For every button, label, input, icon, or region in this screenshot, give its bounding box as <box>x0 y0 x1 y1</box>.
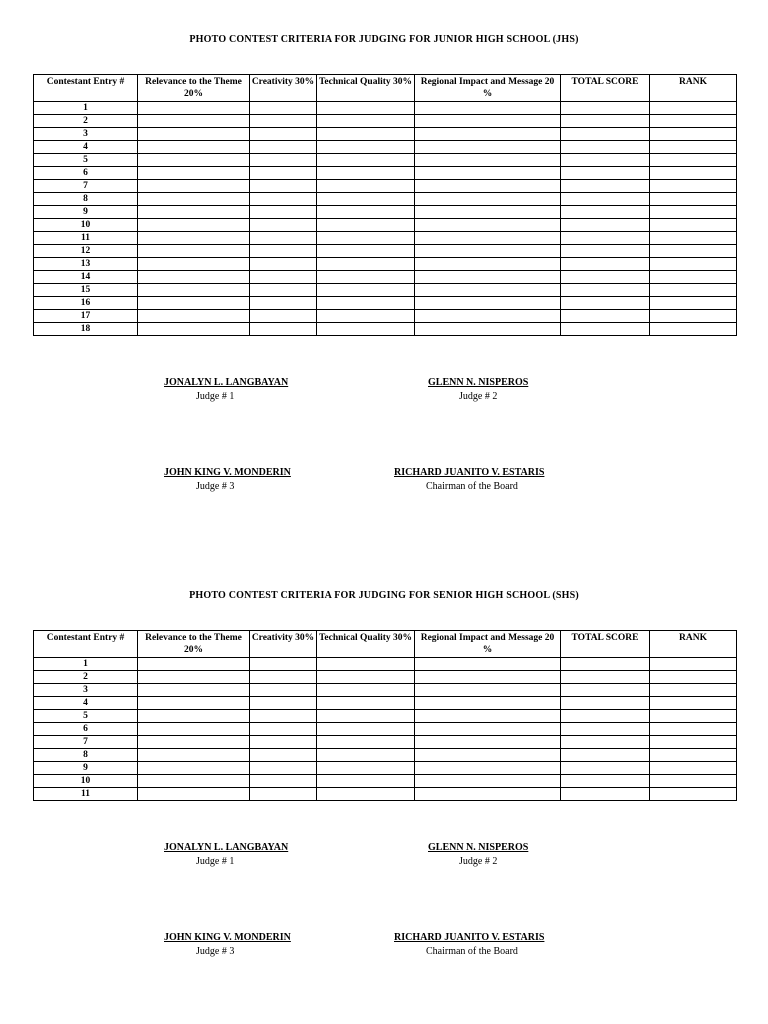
entry-number: 10 <box>34 219 138 232</box>
signatory-role: Judge # 2 <box>459 856 498 867</box>
total-score-cell[interactable] <box>561 310 650 323</box>
regional-impact-cell[interactable] <box>415 232 561 245</box>
header-regional-impact: Regional Impact and Message 20 % <box>415 75 561 102</box>
technical-quality-cell[interactable] <box>317 788 415 801</box>
technical-quality-cell[interactable] <box>317 102 415 115</box>
jhs-criteria-table <box>33 74 737 336</box>
relevance-cell[interactable] <box>138 310 250 323</box>
technical-quality-cell[interactable] <box>317 128 415 141</box>
shs-judge3-signature <box>164 932 291 957</box>
regional-impact-cell[interactable] <box>415 284 561 297</box>
regional-impact-cell[interactable] <box>415 710 561 723</box>
relevance-cell[interactable] <box>138 775 250 788</box>
table-row <box>34 258 737 271</box>
relevance-cell[interactable] <box>138 154 250 167</box>
jhs-judge1-signature <box>164 377 288 402</box>
rank-cell[interactable] <box>650 297 737 310</box>
total-score-cell[interactable] <box>561 258 650 271</box>
total-score-cell[interactable] <box>561 775 650 788</box>
total-score-cell[interactable] <box>561 297 650 310</box>
regional-impact-cell[interactable] <box>415 167 561 180</box>
creativity-cell[interactable] <box>250 723 317 736</box>
regional-impact-cell[interactable] <box>415 141 561 154</box>
regional-impact-cell[interactable] <box>415 310 561 323</box>
total-score-cell[interactable] <box>561 323 650 336</box>
technical-quality-cell[interactable] <box>317 284 415 297</box>
entry-number: 17 <box>34 310 138 323</box>
relevance-cell[interactable] <box>138 723 250 736</box>
header-contestant-entry: Contestant Entry # <box>34 75 138 102</box>
table-row <box>34 284 737 297</box>
relevance-cell[interactable] <box>138 128 250 141</box>
total-score-cell[interactable] <box>561 723 650 736</box>
total-score-cell[interactable] <box>561 219 650 232</box>
shs-criteria-table <box>33 630 737 801</box>
table-row <box>34 684 737 697</box>
rank-cell[interactable] <box>650 697 737 710</box>
rank-cell[interactable] <box>650 762 737 775</box>
header-creativity: Creativity 30% <box>250 75 317 102</box>
table-row <box>34 310 737 323</box>
relevance-cell[interactable] <box>138 323 250 336</box>
entry-number: 12 <box>34 245 138 258</box>
shs-title: PHOTO CONTEST CRITERIA FOR JUDGING FOR SENIOR HIGH SCHOOL (SHS) <box>189 590 579 601</box>
creativity-cell[interactable] <box>250 697 317 710</box>
entry-number: 8 <box>34 749 138 762</box>
technical-quality-cell[interactable] <box>317 232 415 245</box>
table-row <box>34 762 737 775</box>
technical-quality-cell[interactable] <box>317 684 415 697</box>
entry-number: 14 <box>34 271 138 284</box>
creativity-cell[interactable] <box>250 671 317 684</box>
regional-impact-cell[interactable] <box>415 658 561 671</box>
relevance-cell[interactable] <box>138 788 250 801</box>
entry-number: 9 <box>34 762 138 775</box>
entry-number: 1 <box>34 102 138 115</box>
table-row <box>34 141 737 154</box>
entry-number: 5 <box>34 710 138 723</box>
table-row <box>34 697 737 710</box>
technical-quality-cell[interactable] <box>317 167 415 180</box>
regional-impact-cell[interactable] <box>415 154 561 167</box>
regional-impact-cell[interactable] <box>415 115 561 128</box>
entry-number: 4 <box>34 697 138 710</box>
header-technical-quality: Technical Quality 30% <box>317 631 415 658</box>
creativity-cell[interactable] <box>250 128 317 141</box>
signatory-role: Judge # 1 <box>196 856 235 867</box>
rank-cell[interactable] <box>650 671 737 684</box>
total-score-cell[interactable] <box>561 697 650 710</box>
technical-quality-cell[interactable] <box>317 115 415 128</box>
regional-impact-cell[interactable] <box>415 762 561 775</box>
table-row <box>34 788 737 801</box>
technical-quality-cell[interactable] <box>317 671 415 684</box>
jhs-header-row <box>34 75 737 102</box>
relevance-cell[interactable] <box>138 219 250 232</box>
rank-cell[interactable] <box>650 710 737 723</box>
entry-number: 10 <box>34 775 138 788</box>
technical-quality-cell[interactable] <box>317 180 415 193</box>
creativity-cell[interactable] <box>250 180 317 193</box>
regional-impact-cell[interactable] <box>415 271 561 284</box>
rank-cell[interactable] <box>650 193 737 206</box>
technical-quality-cell[interactable] <box>317 297 415 310</box>
relevance-cell[interactable] <box>138 167 250 180</box>
creativity-cell[interactable] <box>250 102 317 115</box>
signatory-role: Chairman of the Board <box>426 481 518 492</box>
rank-cell[interactable] <box>650 684 737 697</box>
table-row <box>34 167 737 180</box>
table-row <box>34 723 737 736</box>
regional-impact-cell[interactable] <box>415 245 561 258</box>
relevance-cell[interactable] <box>138 141 250 154</box>
signatory-role: Chairman of the Board <box>426 946 518 957</box>
signatory-role: Judge # 2 <box>459 391 498 402</box>
regional-impact-cell[interactable] <box>415 128 561 141</box>
technical-quality-cell[interactable] <box>317 697 415 710</box>
regional-impact-cell[interactable] <box>415 723 561 736</box>
signatory-name: GLENN N. NISPEROS <box>428 377 529 388</box>
technical-quality-cell[interactable] <box>317 193 415 206</box>
regional-impact-cell[interactable] <box>415 684 561 697</box>
rank-cell[interactable] <box>650 323 737 336</box>
rank-cell[interactable] <box>650 284 737 297</box>
technical-quality-cell[interactable] <box>317 658 415 671</box>
entry-number: 6 <box>34 167 138 180</box>
table-row <box>34 206 737 219</box>
header-regional-impact: Regional Impact and Message 20 % <box>415 631 561 658</box>
creativity-cell[interactable] <box>250 154 317 167</box>
relevance-cell[interactable] <box>138 102 250 115</box>
creativity-cell[interactable] <box>250 115 317 128</box>
relevance-cell[interactable] <box>138 271 250 284</box>
total-score-cell[interactable] <box>561 284 650 297</box>
entry-number: 7 <box>34 180 138 193</box>
rank-cell[interactable] <box>650 115 737 128</box>
relevance-cell[interactable] <box>138 736 250 749</box>
table-row <box>34 193 737 206</box>
creativity-cell[interactable] <box>250 141 317 154</box>
signatory-role: Judge # 1 <box>196 391 235 402</box>
regional-impact-cell[interactable] <box>415 736 561 749</box>
total-score-cell[interactable] <box>561 102 650 115</box>
total-score-cell[interactable] <box>561 180 650 193</box>
signatory-role: Judge # 3 <box>196 946 235 957</box>
creativity-cell[interactable] <box>250 219 317 232</box>
signatory-name: GLENN N. NISPEROS <box>428 842 529 853</box>
relevance-cell[interactable] <box>138 115 250 128</box>
creativity-cell[interactable] <box>250 284 317 297</box>
relevance-cell[interactable] <box>138 762 250 775</box>
entry-number: 11 <box>34 788 138 801</box>
rank-cell[interactable] <box>650 219 737 232</box>
jhs-judge3-signature <box>164 467 291 492</box>
entry-number: 8 <box>34 193 138 206</box>
creativity-cell[interactable] <box>250 762 317 775</box>
table-row <box>34 180 737 193</box>
rank-cell[interactable] <box>650 749 737 762</box>
table-row <box>34 115 737 128</box>
regional-impact-cell[interactable] <box>415 180 561 193</box>
creativity-cell[interactable] <box>250 749 317 762</box>
rank-cell[interactable] <box>650 658 737 671</box>
total-score-cell[interactable] <box>561 710 650 723</box>
regional-impact-cell[interactable] <box>415 749 561 762</box>
entry-number: 13 <box>34 258 138 271</box>
table-row <box>34 154 737 167</box>
table-row <box>34 671 737 684</box>
entry-number: 2 <box>34 671 138 684</box>
creativity-cell[interactable] <box>250 788 317 801</box>
creativity-cell[interactable] <box>250 193 317 206</box>
header-technical-quality: Technical Quality 30% <box>317 75 415 102</box>
entry-number: 4 <box>34 141 138 154</box>
table-row <box>34 128 737 141</box>
regional-impact-cell[interactable] <box>415 788 561 801</box>
signatory-name: JONALYN L. LANGBAYAN <box>164 842 289 853</box>
rank-cell[interactable] <box>650 141 737 154</box>
technical-quality-cell[interactable] <box>317 245 415 258</box>
technical-quality-cell[interactable] <box>317 723 415 736</box>
total-score-cell[interactable] <box>561 762 650 775</box>
entry-number: 18 <box>34 323 138 336</box>
header-contestant-entry: Contestant Entry # <box>34 631 138 658</box>
table-row <box>34 749 737 762</box>
regional-impact-cell[interactable] <box>415 697 561 710</box>
shs-chairman-signature <box>394 932 544 957</box>
rank-cell[interactable] <box>650 232 737 245</box>
total-score-cell[interactable] <box>561 193 650 206</box>
total-score-cell[interactable] <box>561 154 650 167</box>
technical-quality-cell[interactable] <box>317 219 415 232</box>
header-total-score: TOTAL SCORE <box>561 631 650 658</box>
creativity-cell[interactable] <box>250 775 317 788</box>
header-relevance: Relevance to the Theme 20% <box>138 631 250 658</box>
total-score-cell[interactable] <box>561 736 650 749</box>
relevance-cell[interactable] <box>138 245 250 258</box>
creativity-cell[interactable] <box>250 323 317 336</box>
entry-number: 6 <box>34 723 138 736</box>
creativity-cell[interactable] <box>250 710 317 723</box>
technical-quality-cell[interactable] <box>317 736 415 749</box>
total-score-cell[interactable] <box>561 671 650 684</box>
signatory-name: RICHARD JUANITO V. ESTARIS <box>394 467 545 478</box>
relevance-cell[interactable] <box>138 658 250 671</box>
table-row <box>34 658 737 671</box>
rank-cell[interactable] <box>650 245 737 258</box>
creativity-cell[interactable] <box>250 206 317 219</box>
total-score-cell[interactable] <box>561 206 650 219</box>
total-score-cell[interactable] <box>561 128 650 141</box>
creativity-cell[interactable] <box>250 310 317 323</box>
regional-impact-cell[interactable] <box>415 206 561 219</box>
total-score-cell[interactable] <box>561 684 650 697</box>
header-total-score: TOTAL SCORE <box>561 75 650 102</box>
signatory-name: JONALYN L. LANGBAYAN <box>164 377 289 388</box>
relevance-cell[interactable] <box>138 297 250 310</box>
entry-number: 11 <box>34 232 138 245</box>
regional-impact-cell[interactable] <box>415 775 561 788</box>
rank-cell[interactable] <box>650 310 737 323</box>
technical-quality-cell[interactable] <box>317 271 415 284</box>
signatory-role: Judge # 3 <box>196 481 235 492</box>
signatory-name: JOHN KING V. MONDERIN <box>164 467 291 478</box>
table-row <box>34 297 737 310</box>
entry-number: 2 <box>34 115 138 128</box>
regional-impact-cell[interactable] <box>415 193 561 206</box>
header-rank: RANK <box>650 75 737 102</box>
creativity-cell[interactable] <box>250 167 317 180</box>
header-rank: RANK <box>650 631 737 658</box>
table-row <box>34 710 737 723</box>
total-score-cell[interactable] <box>561 232 650 245</box>
table-row <box>34 775 737 788</box>
relevance-cell[interactable] <box>138 749 250 762</box>
creativity-cell[interactable] <box>250 245 317 258</box>
rank-cell[interactable] <box>650 271 737 284</box>
table-row <box>34 102 737 115</box>
rank-cell[interactable] <box>650 788 737 801</box>
rank-cell[interactable] <box>650 180 737 193</box>
creativity-cell[interactable] <box>250 271 317 284</box>
technical-quality-cell[interactable] <box>317 710 415 723</box>
total-score-cell[interactable] <box>561 167 650 180</box>
shs-judge2-signature <box>428 842 528 867</box>
entry-number: 15 <box>34 284 138 297</box>
technical-quality-cell[interactable] <box>317 141 415 154</box>
table-row <box>34 219 737 232</box>
regional-impact-cell[interactable] <box>415 297 561 310</box>
table-row <box>34 323 737 336</box>
regional-impact-cell[interactable] <box>415 219 561 232</box>
technical-quality-cell[interactable] <box>317 749 415 762</box>
entry-number: 9 <box>34 206 138 219</box>
table-row <box>34 232 737 245</box>
relevance-cell[interactable] <box>138 206 250 219</box>
total-score-cell[interactable] <box>561 749 650 762</box>
rank-cell[interactable] <box>650 154 737 167</box>
creativity-cell[interactable] <box>250 736 317 749</box>
regional-impact-cell[interactable] <box>415 671 561 684</box>
technical-quality-cell[interactable] <box>317 206 415 219</box>
entry-number: 16 <box>34 297 138 310</box>
table-row <box>34 245 737 258</box>
entry-number: 7 <box>34 736 138 749</box>
header-relevance: Relevance to the Theme 20% <box>138 75 250 102</box>
total-score-cell[interactable] <box>561 115 650 128</box>
entry-number: 3 <box>34 684 138 697</box>
relevance-cell[interactable] <box>138 258 250 271</box>
regional-impact-cell[interactable] <box>415 323 561 336</box>
total-score-cell[interactable] <box>561 141 650 154</box>
technical-quality-cell[interactable] <box>317 310 415 323</box>
technical-quality-cell[interactable] <box>317 154 415 167</box>
relevance-cell[interactable] <box>138 684 250 697</box>
technical-quality-cell[interactable] <box>317 323 415 336</box>
rank-cell[interactable] <box>650 102 737 115</box>
shs-judge1-signature <box>164 842 288 867</box>
rank-cell[interactable] <box>650 128 737 141</box>
creativity-cell[interactable] <box>250 258 317 271</box>
header-creativity: Creativity 30% <box>250 631 317 658</box>
total-score-cell[interactable] <box>561 788 650 801</box>
rank-cell[interactable] <box>650 206 737 219</box>
relevance-cell[interactable] <box>138 710 250 723</box>
entry-number: 5 <box>34 154 138 167</box>
jhs-judge2-signature <box>428 377 528 402</box>
technical-quality-cell[interactable] <box>317 762 415 775</box>
relevance-cell[interactable] <box>138 284 250 297</box>
jhs-title: PHOTO CONTEST CRITERIA FOR JUDGING FOR JUNIOR HIGH SCHOOL (JHS) <box>189 34 579 45</box>
creativity-cell[interactable] <box>250 232 317 245</box>
rank-cell[interactable] <box>650 258 737 271</box>
rank-cell[interactable] <box>650 723 737 736</box>
total-score-cell[interactable] <box>561 271 650 284</box>
total-score-cell[interactable] <box>561 245 650 258</box>
regional-impact-cell[interactable] <box>415 258 561 271</box>
table-row <box>34 271 737 284</box>
signatory-name: RICHARD JUANITO V. ESTARIS <box>394 932 545 943</box>
rank-cell[interactable] <box>650 167 737 180</box>
creativity-cell[interactable] <box>250 684 317 697</box>
relevance-cell[interactable] <box>138 180 250 193</box>
table-row <box>34 736 737 749</box>
rank-cell[interactable] <box>650 775 737 788</box>
relevance-cell[interactable] <box>138 697 250 710</box>
signatory-name: JOHN KING V. MONDERIN <box>164 932 291 943</box>
creativity-cell[interactable] <box>250 658 317 671</box>
relevance-cell[interactable] <box>138 232 250 245</box>
rank-cell[interactable] <box>650 736 737 749</box>
technical-quality-cell[interactable] <box>317 258 415 271</box>
regional-impact-cell[interactable] <box>415 102 561 115</box>
jhs-chairman-signature <box>394 467 544 492</box>
technical-quality-cell[interactable] <box>317 775 415 788</box>
creativity-cell[interactable] <box>250 297 317 310</box>
relevance-cell[interactable] <box>138 671 250 684</box>
entry-number: 3 <box>34 128 138 141</box>
shs-header-row <box>34 631 737 658</box>
relevance-cell[interactable] <box>138 193 250 206</box>
entry-number: 1 <box>34 658 138 671</box>
total-score-cell[interactable] <box>561 658 650 671</box>
